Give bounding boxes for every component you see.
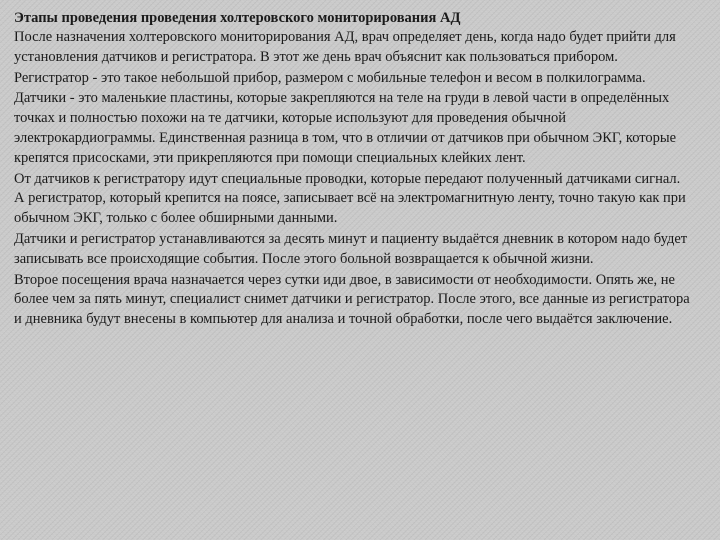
- paragraph-installation: Датчики и регистратор устанавливаются за десять минут и пациенту выдаётся дневник в котором надо будет записывать все происходящие события. После этого больной возвращается к обычной жизни.: [14, 230, 688, 267]
- paragraph-wires: От датчиков к регистратору идут специальные проводки, которые передают полученный датчиками сигнал. А регистратор, который крепится на поясе, записывает всё на электромагнитную ленту, точно такую как при обычном ЭКГ, только с более обширными данными.: [14, 170, 686, 227]
- paragraph-second-visit: Второе посещения врача назначается через сутки иди двое, в зависимости от необходимости. Опять же, не более чем за пять минут, специалист снимет датчики и регистратор. После этого, все данные из регистратора и дневника будут внесены в компьютер для анализа и точной обработки, после чего выдаётся заключение.: [14, 271, 690, 328]
- document-slide: [14, 8, 694, 331]
- paragraph-appointment: После назначения холтеровского мониторирования АД, врач определяет день, когда надо будет прийти для установления датчиков и регистратора. В этот же день врач объяснит как пользоваться прибором.: [14, 29, 676, 65]
- document-title: Этапы проведения проведения холтеровского мониторирования АД: [14, 10, 461, 26]
- paragraph-sensors: Датчики - это маленькие пластины, которые закрепляются на теле на груди в левой части в определённых точках и полностью похожи на те датчики, которые используют для проведения обычной электрокардиограммы. Единственная разница в том, что в отличии от датчиков при обычном ЭКГ, которые крепятся присосками, эти прикрепляются при помощи специальных клейких лент.: [14, 90, 677, 166]
- paragraph-recorder: Регистратор - это такое небольшой прибор, размером с мобильные телефон и весом в полкилограмма.: [14, 69, 646, 86]
